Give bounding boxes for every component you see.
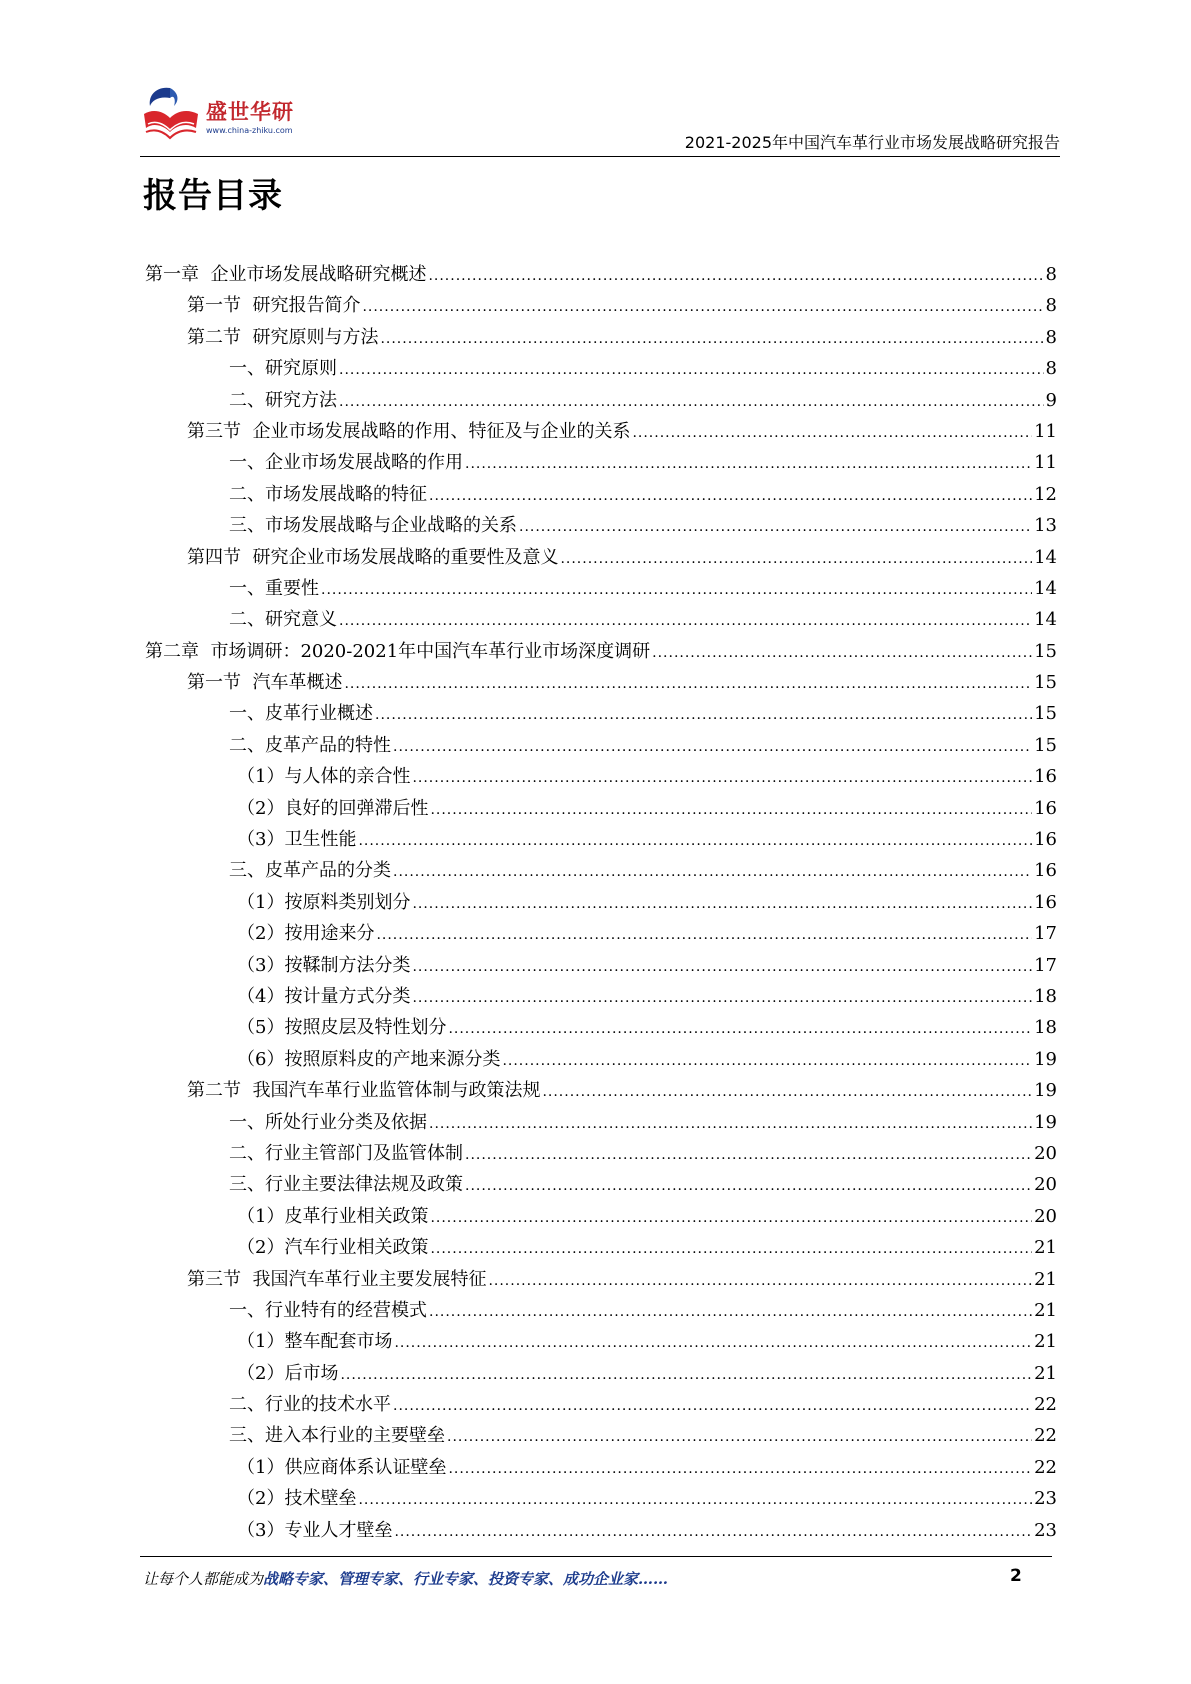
toc-dot-leader [652,645,1032,661]
toc-entry-label: 第二节 研究原则与方法 [187,326,379,348]
toc-entry-page: 22 [1034,1425,1057,1447]
toc-entry[interactable] [145,1296,1057,1327]
toc-entry-label: （2）良好的回弹滞后性 [237,797,429,819]
toc-entry-label: （3）卫生性能 [237,829,357,851]
toc-dot-leader [430,802,1032,818]
toc-entry-page: 8 [1045,326,1057,348]
toc-entry-label: （2）按用途来分 [237,923,375,945]
toc-entry-page: 21 [1034,1362,1057,1384]
slogan-highlight: 战略专家、管理专家、行业专家、投资专家、成功企业家…… [263,1570,669,1588]
toc-dot-leader [488,1273,1032,1289]
page-number: 2 [1010,1566,1022,1586]
toc-entry-label: 三、市场发展战略与企业战略的关系 [229,515,517,537]
toc-entry[interactable] [145,1421,1057,1452]
toc-entry-label: 第一节 研究报告简介 [187,295,361,317]
report-title: 2021-2025年中国汽车革行业市场发展战略研究报告 [684,133,1060,152]
toc-entry[interactable] [145,354,1057,385]
toc-entry[interactable] [145,1045,1057,1076]
toc-entry[interactable] [145,1076,1057,1107]
toc-entry[interactable] [145,856,1057,887]
header-divider [140,156,1060,157]
toc-dot-leader [412,959,1032,975]
toc-dot-leader [632,425,1032,441]
toc-entry-page: 9 [1045,389,1057,411]
toc-entry[interactable] [145,1233,1057,1264]
toc-dot-leader [380,331,1043,347]
toc-entry-page: 15 [1034,672,1057,694]
toc-entry-page: 14 [1034,609,1057,631]
toc-entry-page: 8 [1045,264,1057,285]
toc-entry-page: 15 [1034,734,1057,756]
toc-entry-page: 15 [1034,703,1057,725]
toc-entry-label: （1）按原料类别划分 [237,891,411,913]
toc-entry[interactable] [145,1390,1057,1421]
toc-entry[interactable] [145,699,1057,730]
toc-entry-label: 一、企业市场发展战略的作用 [229,452,463,474]
toc-dot-leader [393,739,1032,755]
toc-dot-leader [339,362,1044,378]
toc-entry-page: 19 [1034,1111,1057,1133]
toc-entry-page: 23 [1034,1488,1057,1510]
toc-entry[interactable] [145,291,1057,322]
toc-entry[interactable] [145,919,1057,950]
toc-entry-page: 22 [1034,1456,1057,1478]
toc-entry-page: 12 [1034,483,1057,505]
toc-entry-page: 16 [1034,829,1057,851]
toc-entry[interactable] [145,825,1057,856]
toc-entry-page: 17 [1034,923,1057,945]
toc-entry-label: 二、行业的技术水平 [229,1394,391,1416]
toc-entry-label: （5）按照皮层及特性划分 [237,1017,447,1039]
toc-entry-page: 19 [1034,1048,1057,1070]
toc-entry[interactable] [145,323,1057,354]
toc-dot-leader [412,896,1032,912]
toc-entry-label: （1）皮革行业相关政策 [237,1205,429,1227]
toc-entry-label: 一、行业特有的经营模式 [229,1299,427,1321]
toc-entry[interactable] [145,260,1057,291]
toc-entry-page: 17 [1034,954,1057,976]
toc-entry-label: （3）专业人才壁垒 [237,1519,393,1541]
toc-entry[interactable] [145,480,1057,511]
toc-entry[interactable] [145,731,1057,762]
toc-entry-label: 二、市场发展战略的特征 [229,483,427,505]
toc-entry[interactable] [145,888,1057,919]
toc-entry-page: 16 [1034,797,1057,819]
toc-dot-leader [429,488,1032,504]
toc-dot-leader [412,770,1032,786]
toc-entry-page: 18 [1034,1017,1057,1039]
toc-dot-leader [394,1524,1032,1540]
toc-dot-leader [465,456,1032,472]
toc-dot-leader [465,1178,1032,1194]
toc-entry[interactable] [145,794,1057,825]
toc-entry-page: 11 [1034,452,1057,474]
toc-entry-label: （6）按照原料皮的产地来源分类 [237,1048,501,1070]
toc-entry-label: 第一节 汽车革概述 [187,672,343,694]
toc-dot-leader [429,1116,1032,1132]
toc-entry[interactable] [145,1453,1057,1484]
logo-url: www.china-zhiku.com [206,126,293,135]
toc-entry-label: 一、皮革行业概述 [229,703,373,725]
toc-entry-label: 三、进入本行业的主要壁垒 [229,1425,445,1447]
toc-entry-label: 第二章 市场调研：2020-2021年中国汽车革行业市场深度调研 [145,640,651,662]
toc-entry-page: 21 [1034,1237,1057,1259]
toc-entry[interactable] [145,1139,1057,1170]
toc-dot-leader [502,1053,1032,1069]
toc-entry[interactable] [145,1202,1057,1233]
toc-entry-page: 8 [1045,358,1057,380]
toc-dot-leader [519,519,1032,535]
toc-entry-page: 8 [1045,295,1057,317]
toc-entry[interactable] [145,982,1057,1013]
toc-entry[interactable] [145,511,1057,542]
toc-dot-leader [448,1021,1032,1037]
toc-entry[interactable] [145,605,1057,636]
toc-entry[interactable] [145,668,1057,699]
toc-entry[interactable] [145,417,1057,448]
toc-dot-leader [358,833,1032,849]
footer-divider [140,1556,1052,1557]
toc-entry-page: 20 [1034,1205,1057,1227]
toc-entry[interactable] [145,1108,1057,1139]
toc-entry-label: 三、皮革产品的分类 [229,860,391,882]
toc-entry-label: （1）整车配套市场 [237,1331,393,1353]
toc-dot-leader [340,1367,1032,1383]
toc-entry-page: 14 [1034,546,1057,568]
toc-entry-label: 二、行业主管部门及监管体制 [229,1142,463,1164]
toc-entry[interactable] [145,951,1057,982]
toc-dot-leader [430,1210,1032,1226]
toc-entry-page: 13 [1034,515,1057,537]
toc-entry[interactable] [145,1013,1057,1044]
toc-entry[interactable] [145,448,1057,479]
toc-entry-label: 二、研究意义 [229,609,337,631]
toc-entry-label: 二、研究方法 [229,389,337,411]
toc-dot-leader [393,864,1032,880]
toc-entry-page: 16 [1034,891,1057,913]
toc-entry[interactable] [145,574,1057,605]
logo-text: 盛世华研 [206,100,294,124]
toc-entry[interactable] [145,637,1057,668]
toc-dot-leader [560,551,1032,567]
toc-dot-leader [376,927,1032,943]
page-title: 报告目录 [143,176,283,216]
toc-entry[interactable] [145,1170,1057,1201]
toc-dot-leader [412,990,1032,1006]
toc-entry[interactable] [145,1327,1057,1358]
toc-entry-label: 第一章 企业市场发展战略研究概述 [145,264,427,285]
toc-entry[interactable] [145,543,1057,574]
toc-entry-label: 第四节 研究企业市场发展战略的重要性及意义 [187,546,559,568]
toc-dot-leader [362,299,1043,315]
toc-entry-page: 11 [1034,420,1057,442]
toc-entry-page: 20 [1034,1142,1057,1164]
toc-entry-label: 第三节 企业市场发展战略的作用、特征及与企业的关系 [187,420,631,442]
toc-dot-leader [339,613,1032,629]
slogan-prefix: 让每个人都能成为 [143,1570,264,1588]
table-of-contents [145,260,1057,1547]
toc-entry-label: 三、行业主要法律法规及政策 [229,1174,463,1196]
toc-entry[interactable] [145,762,1057,793]
toc-dot-leader [465,1147,1032,1163]
toc-entry-label: （1）供应商体系认证壁垒 [237,1456,447,1478]
toc-dot-leader [447,1429,1032,1445]
toc-entry-page: 14 [1034,577,1057,599]
toc-entry-page: 21 [1034,1268,1057,1290]
toc-entry-page: 21 [1034,1331,1057,1353]
toc-entry-label: （2）汽车行业相关政策 [237,1237,429,1259]
toc-entry[interactable] [145,1359,1057,1390]
toc-dot-leader [375,707,1032,723]
toc-entry-page: 16 [1034,860,1057,882]
company-logo [140,78,320,142]
toc-entry-label: 一、重要性 [229,577,319,599]
toc-dot-leader [542,1084,1032,1100]
toc-entry-page: 22 [1034,1394,1057,1416]
toc-entry-page: 16 [1034,766,1057,788]
toc-dot-leader [358,1492,1032,1508]
toc-entry-label: 一、所处行业分类及依据 [229,1111,427,1133]
toc-entry[interactable] [145,386,1057,417]
page-header [140,78,1060,158]
toc-entry-page: 23 [1034,1519,1057,1541]
toc-entry-label: （3）按鞣制方法分类 [237,954,411,976]
toc-dot-leader [429,1304,1032,1320]
toc-dot-leader [339,394,1044,410]
toc-entry-page: 20 [1034,1174,1057,1196]
toc-dot-leader [394,1335,1032,1351]
toc-entry-page: 21 [1034,1299,1057,1321]
toc-entry-page: 18 [1034,985,1057,1007]
toc-entry[interactable] [145,1516,1057,1547]
toc-entry-label: 第三节 我国汽车革行业主要发展特征 [187,1268,487,1290]
toc-dot-leader [428,268,1043,284]
footer-slogan [143,1568,668,1589]
toc-entry-label: （4）按计量方式分类 [237,985,411,1007]
toc-entry-page: 15 [1034,640,1057,662]
toc-entry-label: 二、皮革产品的特性 [229,734,391,756]
toc-entry-page: 19 [1034,1080,1057,1102]
toc-dot-leader [448,1461,1032,1477]
toc-entry-label: （2）技术壁垒 [237,1488,357,1510]
toc-entry[interactable] [145,1265,1057,1296]
logo-book-icon [140,84,202,140]
toc-entry-label: （2）后市场 [237,1362,339,1384]
toc-dot-leader [430,1241,1032,1257]
toc-dot-leader [344,676,1032,692]
toc-entry[interactable] [145,1484,1057,1515]
toc-dot-leader [321,582,1032,598]
toc-entry-label: 第二节 我国汽车革行业监管体制与政策法规 [187,1080,541,1102]
toc-dot-leader [393,1398,1032,1414]
toc-entry-label: （1）与人体的亲合性 [237,766,411,788]
toc-entry-label: 一、研究原则 [229,358,337,380]
